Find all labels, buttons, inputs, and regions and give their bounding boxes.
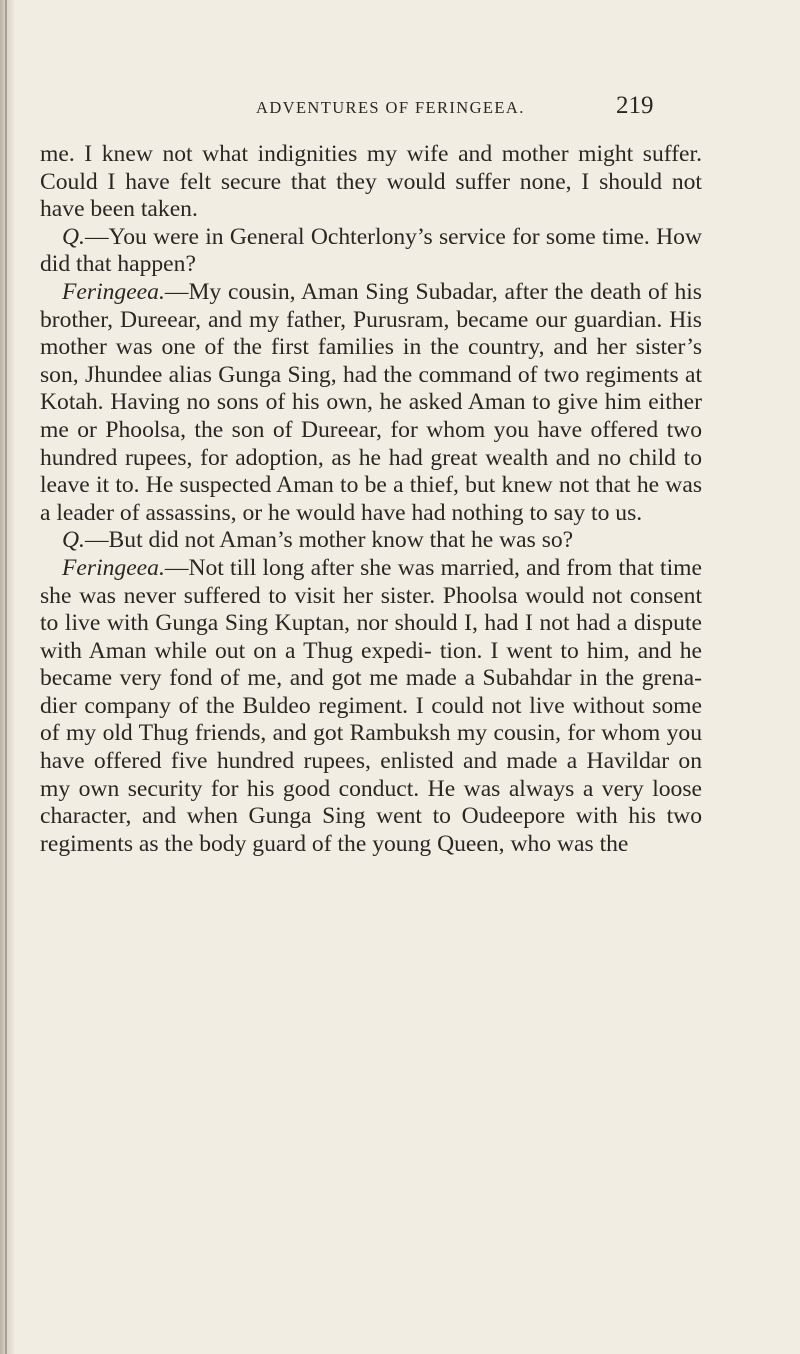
paragraph-text: —My cousin, Aman Sing Subadar, after the death of his brother, Dureear, and my father, Purusram, became our guardian. His mother was one of the first families in the country, and her sister’s son, Jhundee alias Gunga Sing, had the command of two regiments at Kotah. Having no sons of his own, he asked Aman to give him either me or Phoolsa, the son of Dureear, for whom you have offered two hundred rupees, for adoption, as he had great wealth and no child to leave it to. He suspected Aman to be a thief, but knew not that he was a leader of assassins, or he would have had nothing to say to us. (40, 278, 702, 526)
paragraph (40, 141, 702, 224)
paragraph-text: —You were in General Ochterlony’s service for some time. How did that happen? (40, 223, 702, 278)
page-header (0, 92, 800, 132)
page-number: 219 (616, 92, 654, 119)
paragraph (40, 224, 702, 279)
binding-edge (5, 0, 7, 1354)
question-label: Q. (62, 223, 85, 250)
question-label: Q. (62, 527, 85, 554)
running-head: ADVENTURES OF FERINGEEA. (256, 98, 525, 117)
page-body (40, 141, 702, 858)
paragraph (40, 527, 702, 555)
page-gutter-shadow (0, 0, 14, 1354)
paragraph (40, 555, 702, 859)
paragraph (40, 279, 702, 527)
paragraph-text: —But did not Aman’s mother know that he was so? (84, 527, 574, 554)
paragraph-text: —Not till long after she was married, and from that time she was never suffered to visit her sister. Phoolsa would not consent to live with Gunga Sing Kuptan, nor should I, had I not had a dispute with Aman while out on a Thug expedi- tion. I went to him, and he became very fond of me, and got me made a Subahdar in the grena- dier company of the Buldeo regiment. I could not live without some of my old Thug friends, and got Rambuksh my cousin, for whom you have offered five hundred rupees, enlisted and made a Havildar on my own security for his good conduct. He was always a very loose character, and when Gunga Sing went to Oudeepore with his two regiments as the body guard of the young Queen, who was the (40, 554, 702, 857)
speaker-label: Feringeea. (62, 554, 165, 581)
paragraph-text: me. I knew not what indignities my wife and mother might suffer. Could I have felt secure that they would suffer none, I should not have been taken. (40, 141, 702, 223)
speaker-label: Feringeea. (62, 278, 165, 305)
